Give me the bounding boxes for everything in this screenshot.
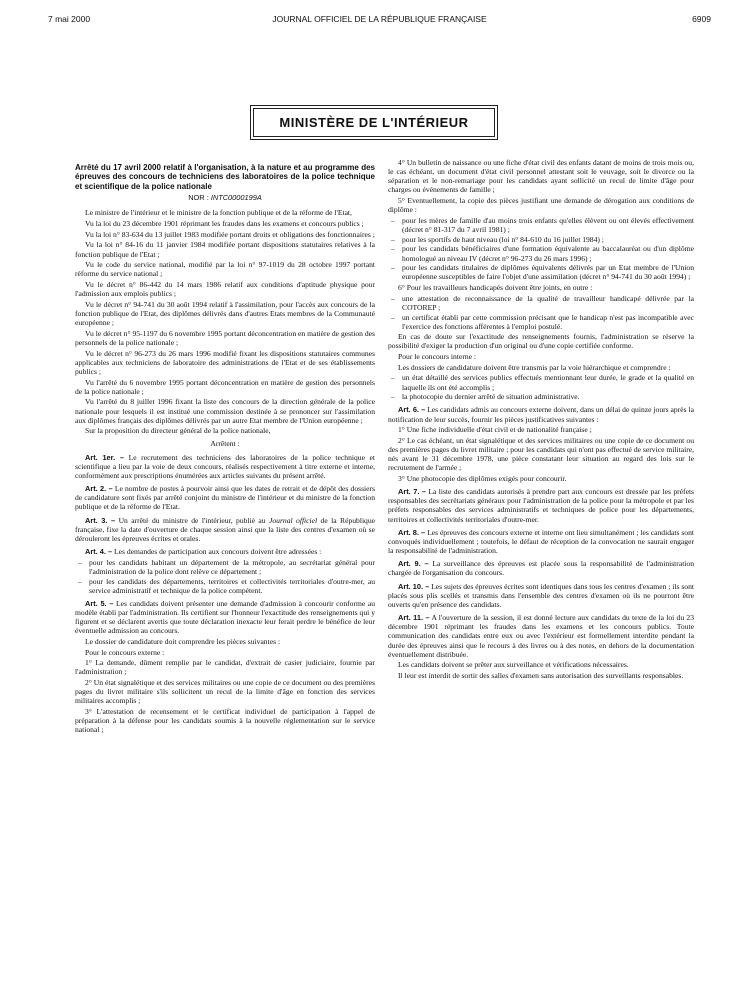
article-label: Art. 9. –: [398, 559, 429, 569]
page-number: 6909: [692, 14, 711, 24]
article-3: [75, 516, 375, 543]
left-column: [75, 163, 375, 736]
article-label: Art. 6. –: [398, 405, 426, 415]
preamble-paragraph: Vu l'arrêté du 6 novembre 1995 portant déconcentration en matière de gestion des personnels de la police nationale ;: [75, 377, 375, 396]
journal-officiel-italic: Journal officiel: [269, 515, 318, 525]
body-paragraph: Pour le concours externe :: [85, 647, 165, 657]
article-7: [388, 487, 694, 524]
article-4-list: [75, 558, 375, 595]
body-paragraph: Il leur est interdit de sortir des salles d'examen sans autorisation des surveillants responsables.: [398, 670, 684, 680]
article-text: Les candidats doivent présenter une demande d'admission à concourir conforme au modèle établi par l'administration. Ils certifient sur l'honneur l'exactitude des renseignements qui y figurent et se déclarent avertis que toute déclaration inexacte leur ferait perdre le bénéfice de leur éventuelle admission au concours.: [75, 598, 376, 636]
body-paragraph: 5° Eventuellement, la copie des pièces justifiant une demande de dérogation aux conditions de diplôme :: [388, 196, 694, 215]
list-item: – une attestation de reconnaissance de la qualité de travailleur handicapé délivrée par la COTOREP ;: [402, 294, 694, 312]
article-8: [388, 528, 694, 555]
article-text: Les épreuves des concours externe et interne ont lieu simultanément ; les candidats sont convoqués individuellement ; toutefois, le défaut de réception de la convocation ne saurait engager la responsabilité de l'administration.: [388, 527, 694, 556]
internal-exam-list: [388, 373, 694, 401]
handicap-list: [388, 294, 694, 331]
article-4: [75, 547, 375, 556]
article-text: Un arrêté du ministre de l'intérieur, publié au: [118, 515, 269, 525]
article-text: La liste des candidats autorisés à prendre part aux concours est dressée par les préfets responsables des secrétariats généraux pour l'administration de la police pour la métropole et par les préfets responsables des services administratifs et techniques de police pour les départements, territoires et collectivités territoriales d'outre-mer.: [388, 487, 695, 524]
preamble-paragraph: Vu la loi du 23 décembre 1901 réprimant les fraudes dans les examens et concours publics ;: [85, 219, 364, 229]
article-text: Les demandes de participation aux concours doivent être adressées :: [114, 547, 322, 557]
body-paragraph: Les candidats doivent se prêter aux surveillance et vérifications nécessaires.: [398, 660, 629, 670]
body-paragraph: Les dossiers de candidature doivent être transmis par la voie hiérarchique et comprendre :: [398, 362, 671, 372]
preamble-paragraph: Vu le décret n° 95-1197 du 6 novembre 1995 portant déconcentration en matière de gestion des personnels de la police nationale ;: [75, 328, 375, 347]
preamble-paragraph: Vu l'arrêté du 8 juillet 1996 fixant la liste des concours de la direction générale de la police nationale pour lesquels il est institué une commission destinée à se prononcer sur l'assimilation aux diplômes français des diplômes délivrés par un autre Etat membre de l'Union européenne ;: [75, 397, 375, 425]
article-label: Art. 11. –: [398, 613, 430, 623]
list-item: – pour les candidats habitant un département de la métropole, au secrétariat général pour l'administration de la police dont relève ce département ;: [89, 558, 375, 576]
body-paragraph: Le dossier de candidature doit comprendre les pièces suivantes :: [85, 636, 281, 646]
preamble-paragraph: Sur la proposition du directeur général de la police nationale,: [85, 426, 271, 436]
right-column: [388, 158, 694, 682]
article-9: [388, 559, 694, 577]
arretent-heading: Arrêtent :: [210, 439, 240, 449]
preamble-paragraph: Le ministre de l'intérieur et le ministre de la fonction publique et de la réforme de l'Etat,: [85, 208, 352, 218]
article-label: Art. 3. –: [85, 515, 116, 525]
article-text: Les sujets des épreuves écrites sont identiques dans tous les centres d'examen ; ils sont placés sous plis scellés et transmis dans l'ensemble des centres d'examen où ils ne pourront être ouverts qu'en présence des candidats.: [388, 581, 695, 609]
page-header: [48, 14, 711, 28]
article-label: Art. 4. –: [85, 547, 113, 557]
article-5: [75, 599, 375, 636]
preamble-paragraph: Vu la loi n° 84-16 du 11 janvier 1984 modifiée portant dispositions statutaires relatives à la fonction publique de l'Etat ;: [75, 240, 375, 259]
body-paragraph: En cas de doute sur l'exactitude des renseignements fournis, l'administration se réserve la possibilité d'exiger la production d'un original ou d'une copie certifiée conforme.: [388, 332, 694, 351]
list-item: – un certificat établi par cette commission précisant que le handicap n'est pas incompatible avec l'exercice des fonctions afférentes à l'emploi postulé.: [402, 313, 694, 331]
body-paragraph: 3° L'attestation de recensement et le certificat individuel de participation à l'appel de préparation à la défense pour les candidats soumis à la nouvelle réglementation sur le service national ;: [75, 707, 375, 735]
nor-reference: [75, 193, 375, 202]
preamble-paragraph: Vu le décret n° 96-273 du 26 mars 1996 modifié fixant les dispositions statutaires communes applicables aux techniciens de laboratoire des administrations de l'Etat et de ses établissements publics ;: [75, 348, 375, 376]
preamble-paragraph: Vu la loi n° 83-634 du 13 juillet 1983 modifiée portant droits et obligations des fonctionnaires ;: [85, 229, 375, 239]
article-text: de la République française, fixe la date d'ouverture de chaque session ainsi que la liste des centres d'examen où se dérouleront les épreuves écrites et orales.: [75, 515, 376, 543]
body-paragraph: 6° Pour les travailleurs handicapés doivent être joints, en outre :: [398, 283, 593, 293]
article-label: Art. 5. –: [85, 598, 114, 608]
article-label: Art. 7. –: [398, 487, 427, 497]
article-label: Art. 10. –: [398, 581, 430, 591]
article-text: Les candidats admis au concours externe doivent, dans un délai de quinze jours après la notification de leur succès, fournir les pièces justificatives suivantes :: [388, 405, 694, 424]
body-paragraph: 2° Un état signalétique et des services militaires ou une copie de ce document ou des premières pages du livret militaire s'ils sollicitent un recul de la limite d'âge en fonction des services militaires accomplis ;: [75, 678, 375, 706]
preamble-paragraph: Vu le code du service national, modifié par la loi n° 97-1019 du 28 octobre 1997 portant réforme du service national ;: [75, 260, 375, 279]
journal-title: JOURNAL OFFICIEL DE LA RÉPUBLIQUE FRANÇAISE: [272, 14, 487, 24]
list-item: – pour les candidats bénéficiaires d'une formation équivalente au baccalauréat ou d'un diplôme homologué au niveau IV (décret n° 96-273 du 26 mars 1996) ;: [402, 244, 694, 262]
body-paragraph: 4° Un bulletin de naissance ou une fiche d'état civil des enfants datant de moins de trois mois ou, le cas échéant, un document d'état civil personnel attestant soit le veuvage, soit le divorce ou la séparation et le non-remariage pour les candidats ayant sollicité un recul de limite d'âge pour charges ou événements de famille ;: [388, 158, 694, 195]
decree-title: Arrêté du 17 avril 2000 relatif à l'organisation, à la nature et au programme des épreuves des concours de techniciens des laboratoires de la police technique et scientifique de la police nationale: [75, 163, 375, 191]
body-paragraph: 2° Le cas échéant, un état signalétique et des services militaires ou une copie de ce document ou des premières pages du livret militaire ; pour les candidats qui n'ont pas effectué de service militaire, nés avant le 31 décembre 1978, une pièce constatant leur situation au regard des lois sur le recrutement de l'armée ;: [388, 435, 694, 473]
article-label: Art. 1er. –: [85, 452, 125, 462]
article-label: Art. 2. –: [85, 484, 113, 494]
article-text: Le recrutement des techniciens des laboratoires de la police technique et scientifique a lieu par la voie de deux concours, réalisés respectivement à titre externe et interne, conformément aux prescriptions énumérées aux articles suivants du présent arrêté.: [75, 452, 376, 480]
body-paragraph: 1° La demande, dûment remplie par le candidat, d'extrait de casier judiciaire, fournie par l'administration ;: [75, 658, 375, 677]
preamble-paragraph: Vu le décret n° 86-442 du 14 mars 1986 relatif aux conditions d'aptitude physique pour l'admission aux emplois publics ;: [75, 279, 375, 299]
body-paragraph: 1° Une fiche individuelle d'état civil et de nationalité française ;: [398, 425, 592, 435]
article-label: Art. 8. –: [398, 527, 426, 537]
list-item: – un état détaillé des services publics effectués mentionnant leur durée, le grade et la qualité en laquelle ils ont été accomplis ;: [402, 373, 694, 391]
article-text: Le nombre de postes à pourvoir ainsi que les dates de retrait et de dépôt des dossiers de candidature sont fixés par arrêté conjoint du ministre de l'intérieur et du ministre de la fonction publique et de la réforme de l'Etat.: [75, 484, 376, 512]
article-2: [75, 484, 375, 511]
ministry-heading: [253, 108, 495, 137]
article-11: [388, 613, 694, 659]
article-6: [388, 405, 694, 423]
article-1: [75, 453, 375, 480]
article-text: La surveillance des épreuves est placée sous la responsabilité de l'administration chargée de l'organisation du concours.: [388, 559, 695, 578]
list-item: – pour les candidats titulaires de diplômes équivalents délivrés par un Etat membre de l'Union européenne susceptibles de faire l'objet d'une assimilation (décret n° 94-741 du 30 août 1994) ;: [402, 263, 694, 281]
preamble-paragraph: Vu le décret n° 94-741 du 30 août 1994 relatif à l'assimilation, pour l'accès aux concours de la fonction publique de l'Etat, des diplômes délivrés dans d'autres Etats membres de la Communauté européenne ;: [75, 299, 375, 328]
nor-code: INTC0000199A: [210, 193, 262, 203]
list-item: – pour les candidats des départements, territoires et collectivités territoriales d'outre-mer, au service administratif et technique de la police compétent.: [89, 577, 375, 595]
list-item: – pour les mères de famille d'au moins trois enfants qu'elles élèvent ou ont élevés effectivement (décret n° 81-317 du 7 avril 1981) ;: [402, 216, 694, 234]
nor-label: NOR :: [188, 193, 209, 203]
body-paragraph: 3° Une photocopie des diplômes exigés pour concourir.: [398, 474, 567, 483]
publication-date: 7 mai 2000: [48, 14, 91, 24]
article-text: A l'ouverture de la session, il est donné lecture aux candidats du texte de la loi du 23 décembre 1901 réprimant les fraudes dans les examens et les concours publics. Toute communication des candidats entre eux ou avec l'extérieur est formellement interdite pendant la durée des épreuves ainsi que le recours à des livres ou à des notes, en dehors de la documentation éventuellement distribuée.: [388, 613, 694, 659]
body-paragraph: Pour le concours interne :: [398, 352, 477, 362]
derogation-list: [388, 216, 694, 282]
article-10: [388, 582, 694, 609]
list-item: – la photocopie du dernier arrêté de situation administrative.: [402, 392, 694, 401]
ministry-title: MINISTÈRE DE L'INTÉRIEUR: [279, 115, 469, 130]
list-item: – pour les sportifs de haut niveau (loi n° 84-610 du 16 juillet 1984) ;: [402, 235, 694, 244]
